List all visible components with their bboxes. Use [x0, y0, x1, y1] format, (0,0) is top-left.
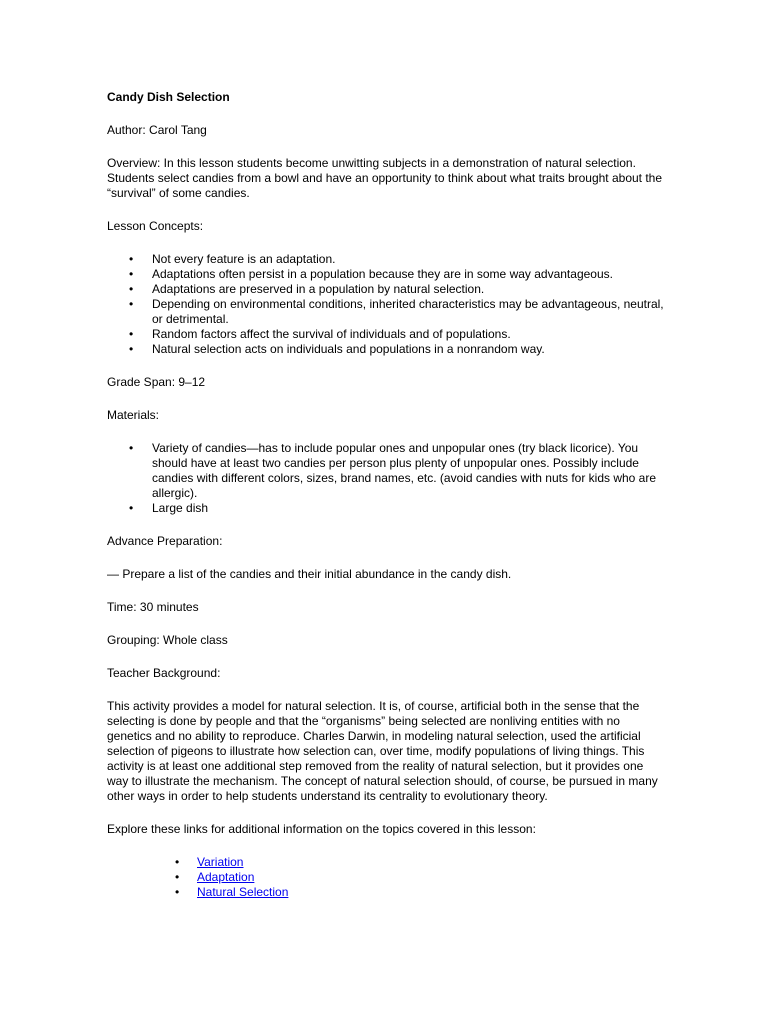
- author-line: Author: Carol Tang: [107, 123, 207, 137]
- advance-preparation-heading: Advance Preparation:: [107, 534, 223, 548]
- adaptation-link[interactable]: Adaptation: [197, 870, 255, 884]
- materials-list: [107, 441, 667, 516]
- document-page: [107, 90, 667, 900]
- link-item: [175, 885, 667, 900]
- concepts-heading: Lesson Concepts:: [107, 219, 204, 233]
- explore-links-intro: Explore these links for additional information on the topics covered in this lesson:: [107, 822, 536, 836]
- concept-item: • Adaptations often persist in a population because they are in some way advantageous.: [107, 267, 667, 282]
- grouping-line: Grouping: Whole class: [107, 633, 228, 647]
- time-line: Time: 30 minutes: [107, 600, 199, 614]
- concept-item: • Random factors affect the survival of individuals and of populations.: [107, 327, 667, 342]
- advance-preparation-text: — Prepare a list of the candies and their initial abundance in the candy dish.: [107, 567, 512, 581]
- grade-span: Grade Span: 9–12: [107, 375, 206, 389]
- concept-item: • Depending on environmental conditions, inherited characteristics may be advantageous, neutral, or detrimental.: [107, 297, 667, 327]
- material-item: • Large dish: [107, 501, 667, 516]
- link-item: [175, 855, 667, 870]
- teacher-background-text: This activity provides a model for natural selection. It is, of course, artificial both in the sense that the selecting is done by people and that the “organisms” being selected are nonliving entities with no genetics and no ability to reproduce. Charles Darwin, in modeling natural selection, used the artificial selection of pigeons to illustrate how selection can, over time, modify populations of living things. This activity is at least one additional step removed from the reality of natural selection, but it provides one way to illustrate the mechanism. The concept of natural selection should, of course, be pursued in many other ways in order to help students understand its centrality to evolutionary theory.: [107, 699, 658, 803]
- link-item: [175, 870, 667, 885]
- materials-heading: Materials:: [107, 408, 160, 422]
- material-item: • Variety of candies—has to include popular ones and unpopular ones (try black licorice). You should have at least two candies per person plus plenty of unpopular ones. Possibly include candies with different colors, sizes, brand names, etc. (avoid candies with nuts for kids who are allergic).: [107, 441, 667, 501]
- variation-link[interactable]: Variation: [197, 855, 244, 869]
- overview-paragraph: Overview: In this lesson students become unwitting subjects in a demonstration of natural selection. Students select candies from a bowl and have an opportunity to think about what traits brought about the “survival” of some candies.: [107, 156, 663, 200]
- teacher-background-heading: Teacher Background:: [107, 666, 221, 680]
- concepts-list: [107, 252, 667, 357]
- concept-item: • Adaptations are preserved in a population by natural selection.: [107, 282, 667, 297]
- links-list: [175, 855, 667, 900]
- concept-item: • Not every feature is an adaptation.: [107, 252, 667, 267]
- natural-selection-link[interactable]: Natural Selection: [197, 885, 289, 899]
- document-title: Candy Dish Selection: [107, 90, 230, 104]
- concept-item: • Natural selection acts on individuals and populations in a nonrandom way.: [107, 342, 667, 357]
